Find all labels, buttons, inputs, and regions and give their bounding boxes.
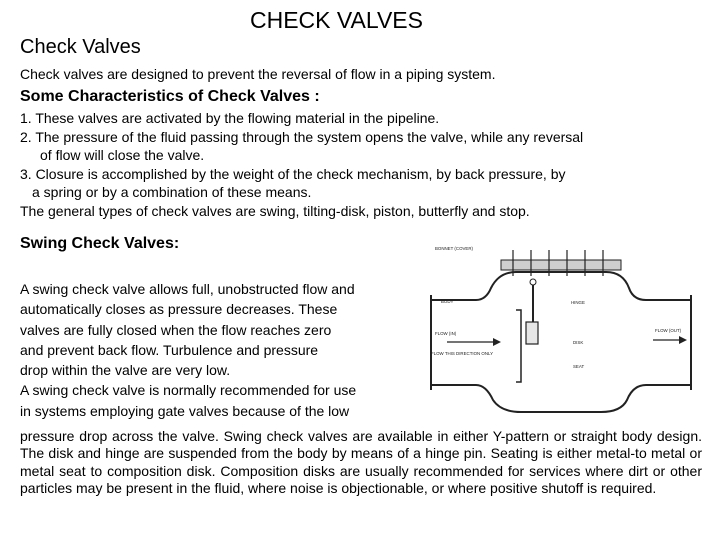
valve-seat xyxy=(516,310,521,382)
label-disk: DISK xyxy=(573,340,584,345)
swing-line: automatically closes as pressure decreases. These xyxy=(20,301,338,318)
swing-paragraph-full: pressure drop across the valve. Swing check valves are available in either Y-pattern or straight body design. The disk and hinge are suspended from the body by means of a hinge pin. Seating is either metal-to metal or metal seat to composition disk. Composition disks are usually recommended for services where dirt or other particles may be present in the fluid, where noise is objectionable, or where positive shutoff is required. xyxy=(20,428,702,496)
label-flow-out: FLOW (OUT) xyxy=(655,328,682,333)
label-flow-direction: FLOW THIS DIRECTION ONLY xyxy=(431,351,494,356)
hinge-pin xyxy=(530,279,536,285)
characteristic-line: 2. The pressure of the fluid passing through the system opens the valve, while any reversal xyxy=(20,128,584,145)
label-hinge: HINGE xyxy=(571,300,585,305)
swing-check-valve-diagram xyxy=(421,240,704,417)
label-body: BODY xyxy=(441,299,454,304)
swing-line: and prevent back flow. Turbulence and pressure xyxy=(20,341,319,358)
swing-line: drop within the valve are very low. xyxy=(20,362,231,379)
characteristic-line: of flow will close the valve. xyxy=(40,147,205,163)
label-bonnet: BONNET (COVER) xyxy=(435,246,473,251)
swing-paragraph-left xyxy=(20,279,356,421)
characteristic-line: 3. Closure is accomplished by the weight of the check mechanism, by back pressure, by xyxy=(20,165,566,182)
characteristic-line: 1. These valves are activated by the flowing material in the pipeline. xyxy=(20,110,440,126)
characteristic-line: a spring or by a combination of these means. xyxy=(32,184,312,200)
flow-in-arrowhead xyxy=(493,338,501,346)
flow-out-arrowhead xyxy=(679,336,687,344)
intro-text: Check valves are designed to prevent the reversal of flow in a piping system. xyxy=(20,66,496,82)
valve-body-top xyxy=(431,272,691,300)
section-subtitle: Check Valves xyxy=(20,36,141,58)
characteristics-heading: Some Characteristics of Check Valves : xyxy=(20,88,320,105)
swing-line: A swing check valve is normally recommended for use xyxy=(20,382,357,399)
swing-line: valves are fully closed when the flow reaches zero xyxy=(20,321,332,338)
swing-heading: Swing Check Valves: xyxy=(20,235,180,252)
valve-body-bottom xyxy=(431,385,691,412)
label-flow-in: FLOW (IN) xyxy=(435,331,457,336)
swing-line: A swing check valve allows full, unobstructed flow and xyxy=(20,281,355,297)
swing-line: in systems employing gate valves because of the low xyxy=(20,402,350,419)
label-seat: SEAT xyxy=(573,364,585,369)
characteristic-line: The general types of check valves are swing, tilting-disk, piston, butterfly and stop. xyxy=(20,202,530,219)
characteristics-list xyxy=(20,109,583,220)
page-title: CHECK VALVES xyxy=(250,7,423,33)
valve-disk xyxy=(526,322,538,344)
